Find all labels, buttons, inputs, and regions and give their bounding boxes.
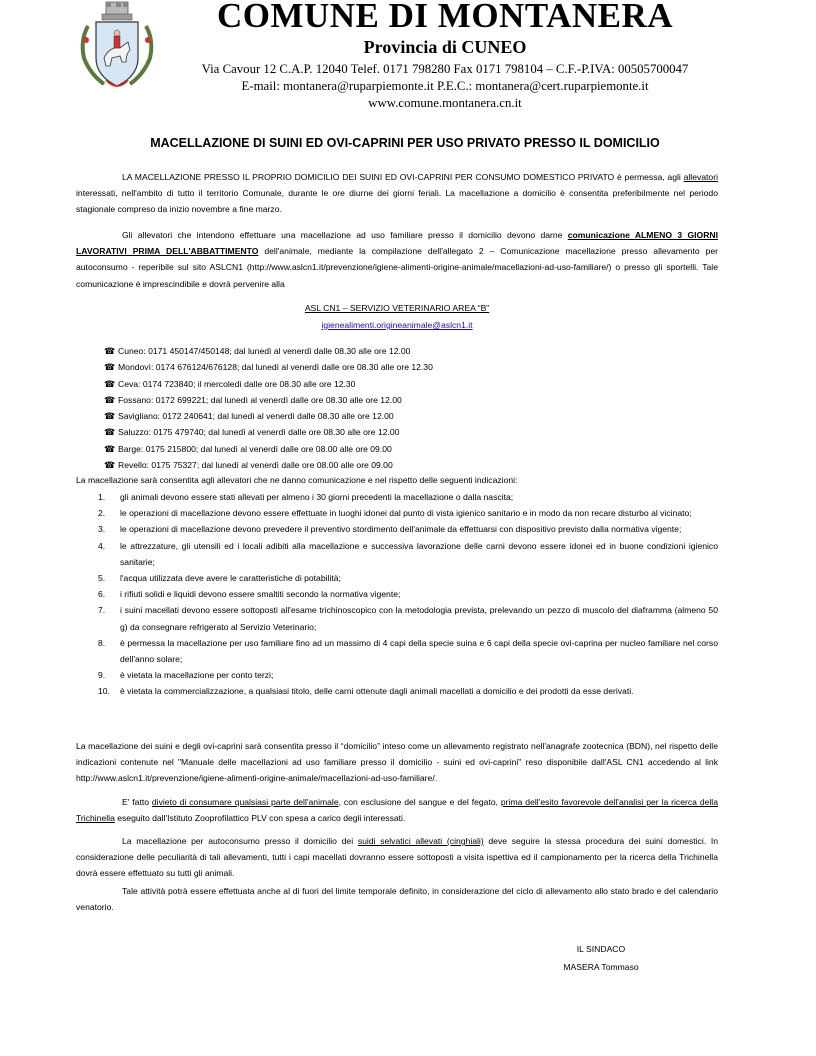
phone-icon: ☎ [104, 460, 116, 471]
p4-underlined-2: prima dell'esito favorevole dell'analisi per la ricerca della Trichinella [76, 797, 718, 824]
list-item: 7. i suini macellati devono essere sottoposti all'esame trichinoscopico con la metodologia prevista, prelevando un pezzo di muscolo del diaframma (almeno 50 g) da consegnare refrigerato al Servizio Veterinario; [98, 605, 718, 632]
contact-item: ☎ Barge: 0175 215800; dal lunedì al venerdì dalle ore 08.00 alle ore 09.00 [104, 441, 704, 457]
signature-name: MASERA Tommaso [563, 962, 639, 972]
p2-text-b: dell'animale, mediante la compilazione dell'allegato 2 – Comunicazione macellazione presso allevamento per autoconsumo - reperibile sul sito ASLCN1 (http://www.aslcn1.it/prevenzione/igiene-alimenti-origine-animale/macellazioni-ad-uso-familiare/) o presso gli sportelli. Tale comunicazione è imprescindibile e dovrà pervenire alla [76, 246, 718, 289]
phone-icon: ☎ [104, 362, 116, 373]
paragraph-2 [76, 227, 718, 292]
list-item: 10. è vietata la commercializzazione, a qualsiasi titolo, delle carni ottenute dagli animali macellati a domicilio e dei prodotti da esse derivati. [98, 686, 634, 697]
list-item: 9. è vietata la macellazione per conto terzi; [98, 670, 274, 681]
paragraph-4: E' fatto divieto di consumare qualsiasi parte dell'animale, con esclusione del sangue e del fegato, prima dell'esito favorevole dell'analisi per la ricerca della Trichinella eseguito dall'Istituto Zooprofilattico PLV con spesa a carico degli interessati. [76, 797, 718, 824]
contact-item: ☎ Mondovì: 0174 676124/676128; dal lunedì al venerdì dalle ore 08.30 alle ore 12.30 [104, 359, 704, 375]
contact-item: ☎ Saluzzo: 0175 479740; dal lunedì al venerdì dalle ore 08.30 alle ore 12.00 [104, 424, 704, 440]
phone-icon: ☎ [104, 411, 116, 422]
phone-icon: ☎ [104, 394, 116, 405]
contact-item: ☎ Savigliano: 0172 240641; dal lunedì al venerdì dalle 08.30 alle ore 12.00 [104, 408, 704, 424]
list-item: 3. le operazioni di macellazione devono prevedere il preventivo stordimento dell'animale da effettuarsi con dispositivo previsto dalla normativa vigente; [98, 524, 682, 535]
conditions-list [76, 489, 718, 700]
asl-service-line: ASL CN1 – SERVIZIO VETERINARIO AREA “B” [304, 303, 490, 313]
municipal-crest-icon [76, 0, 156, 96]
paragraph-3: La macellazione dei suini e degli ovi-caprini sarà consentita presso il “domicilio” inteso come un allevamento registrato nell'anagrafe zootecnica (BDN), nel rispetto delle indicazioni contenute nel "Manuale delle macellazioni ad uso familiare presso il domicilio - suini ed ovi-caprini" reso disponibile dall'ASL CN1 accedendo al link http://www.aslcn1.it/prevenzione/igiene-alimenti-origine-animale/macellazioni-ad-uso-familiare/. [76, 741, 718, 784]
asl-email-link[interactable]: igienealimenti.origineanimale@aslcn1.it [321, 320, 473, 330]
contact-item: ☎ Revello: 0175 75327; dal lunedì al venerdì dalle ore 08.00 alle ore 09.00 [104, 457, 704, 473]
list-item: 5. l'acqua utilizzata deve avere le caratteristiche di potabilità; [98, 573, 341, 584]
phone-icon: ☎ [104, 346, 116, 356]
p1-text-a: LA MACELLAZIONE PRESSO IL PROPRIO DOMICILIO DEI SUINI ED OVI-CAPRINI PER CONSUMO DOMESTICO PRIVATO è permessa, agli [122, 172, 684, 182]
p1-underlined: allevatori [683, 172, 718, 182]
municipality-title: COMUNE DI MONTANERA [216, 0, 674, 35]
signature-role: IL SINDACO [576, 944, 626, 954]
list-item: 2. le operazioni di macellazione devono essere effettuate in luoghi idonei dal punto di vista igienico sanitario e in modo da non recare disturbo al vicinato; [98, 508, 692, 519]
p5-underlined: suidi selvatici allevati (cinghiali) [357, 836, 484, 846]
list-intro: La macellazione sarà consentita agli allevatori che ne danno comunicazione e nel rispetto delle seguenti indicazioni: [76, 475, 518, 485]
address-line: Via Cavour 12 C.A.P. 12040 Telef. 0171 798280 Fax 0171 798104 – C.F.-P.IVA: 00505700047 [201, 62, 689, 76]
email-line: E-mail: montanera@ruparpiemonte.it P.E.C.: montanera@cert.ruparpiemonte.it [241, 79, 649, 93]
phone-icon: ☎ [104, 443, 116, 454]
contacts-list [104, 343, 704, 473]
phone-icon: ☎ [104, 427, 116, 438]
contact-item: ☎ Ceva: 0174 723840; il mercoledì dalle ore 08.30 alle ore 12.30 [104, 376, 704, 392]
p4-underlined-1: divieto di consumare qualsiasi parte dell'animale [151, 797, 339, 807]
list-item: 1. gli animali devono essere stati allevati per almeno i 30 giorni precedenti la macellazione o dalla nascita; [98, 492, 514, 502]
contact-item: ☎ Fossano: 0172 699221; dal lunedì al venerdì dalle ore 08.30 alle ore 12.00 [104, 392, 704, 408]
phone-icon: ☎ [104, 378, 116, 389]
list-item: 6. i rifiuti solidi e liquidi devono essere smaltiti secondo la normativa vigente; [98, 589, 401, 600]
paragraph-6: Tale attività potrà essere effettuata anche al di fuori del limite temporale definito, in considerazione del ciclo di allevamento allo stato brado e del calendario venatorio. [76, 886, 718, 913]
p1-text-b: interessati, nell'ambito di tutto il territorio Comunale, durante le ore diurne dei giorni feriali. La macellazione a domicilio è consentita preferibilmente nel periodo stagionale compreso da inizio novembre a fine marzo. [76, 188, 718, 215]
province-name: Provincia di CUNEO [363, 37, 527, 57]
list-item: 8. è permessa la macellazione per uso familiare fino ad un massimo di 4 capi della specie suina e 6 capi della specie ovi-caprina per nucleo familiare nel corso dell'anno solare; [98, 637, 718, 665]
p2-text-a: Gli allevatori che intendono effettuare una macellazione ad uso familiare presso il domicilio devono darne [122, 230, 568, 240]
document-title: MACELLAZIONE DI SUINI ED OVI-CAPRINI PER USO PRIVATO PRESSO IL DOMICILIO [150, 136, 660, 150]
paragraph-1 [76, 169, 718, 218]
contact-item: ☎ Cuneo: 0171 450147/450148; dal lunedì al venerdì dalle 08.30 alle ore 12.00 [104, 343, 704, 359]
paragraph-5: La macellazione per autoconsumo presso il domicilio dei suidi selvatici allevati (cinghiali) deve seguire la stessa procedura dei suini domestici. In considerazione delle peculiarità di tali allevamenti, tutti i capi macellati dovranno essere sottoposti a visita ispettiva ed il campionamento per la ricerca della Trichinella dovrà essere effettuato su tutti gli animali. [76, 836, 718, 879]
list-item: 4. le attrezzature, gli utensili ed i locali adibiti alla macellazione e successiva lavorazione delle carni devono essere idonei ed in buone condizioni igienico sanitarie; [98, 540, 718, 567]
p2-underlined-notice: comunicazione ALMENO 3 GIORNI LAVORATIVI PRIMA DELL'ABBATTIMENTO [76, 230, 718, 257]
website-line: www.comune.montanera.cn.it [368, 96, 522, 110]
